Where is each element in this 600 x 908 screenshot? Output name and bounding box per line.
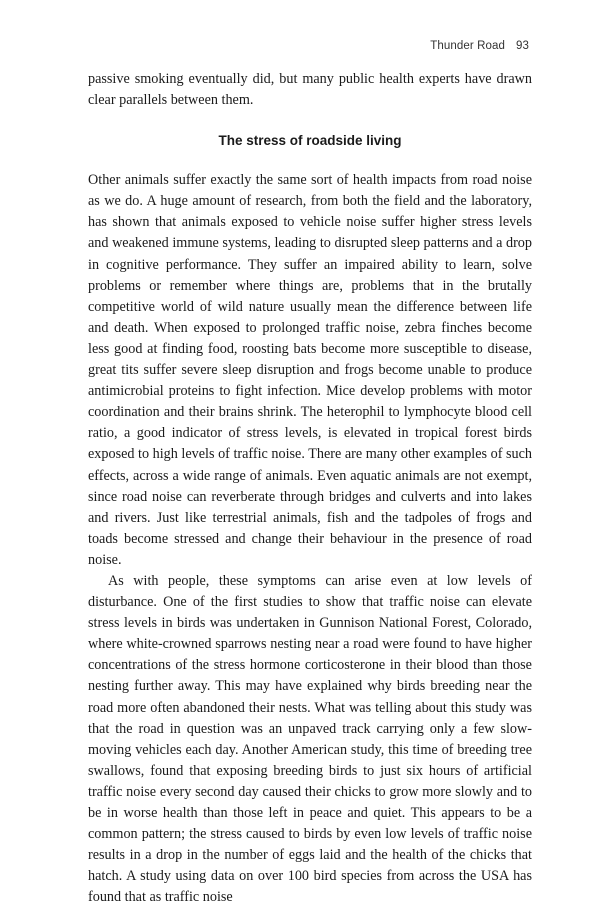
paragraph-1: Other animals suffer exactly the same sort of health impacts from road noise as we do. A huge amount of research, from both the field and the laboratory, has shown that animals exposed to vehicle noise suffer higher stress levels and weakened immune systems, leading to disrupted sleep patterns and a drop in cognitive performance. They suffer an impaired ability to learn, solve problems or remember where things are, problems that in the brutally competitive world of wild nature usually mean the difference between life and death. When exposed to prolonged traffic noise, zebra finches become less good at finding food, roosting bats become more susceptible to disease, great tits suffer severe sleep disruption and frogs become unable to produce antimicrobial proteins to fight infection. Mice develop problems with motor coordination and their brains shrink. The heterophil to lymphocyte blood cell ratio, a good indicator of stress levels, is elevated in tropical forest birds exposed to high levels of traffic noise. There are many other examples of such effects, across a wide range of animals. Even aquatic animals are not exempt, since road noise can reverberate through bridges and culverts and into lakes and rivers. Just like terrestrial animals, fish and the tadpoles of frogs and toads become stressed and change their behaviour in the presence of road noise.: [88, 172, 532, 568]
paragraph-2: As with people, these symptoms can arise even at low levels of disturbance. One of the first studies to show that traffic noise can elevate stress levels in birds was undertaken in Gunnison National Forest, Colorado, where white-crowned sparrows nesting near a road were found to have higher concentrations of the stress hormone corticosterone in their blood than those nesting further away. This may have explained why birds breeding near the road more often abandoned their nests. What was telling about this study was that the road in question was an unpaved track carrying only a few slow-moving vehicles each day. Another American study, this time of breeding tree swallows, found that exposing breeding birds to just six hours of artificial traffic noise every second day caused their chicks to grow more slowly and to be in worse health than those left in peace and quiet. This appears to be a common pattern; the stress caused to birds by even low levels of traffic noise results in a drop in the number of eggs laid and the health of the chicks that hatch. A study using data on over 100 bird species from across the USA has found that as traffic noise: [88, 572, 532, 906]
running-head: [430, 40, 529, 52]
carryover-paragraph: passive smoking eventually did, but many public health experts have drawn clear parallels between them.: [88, 71, 532, 109]
section-heading: The stress of roadside living: [218, 133, 402, 149]
page-number: 93: [516, 40, 529, 52]
body-text: [88, 69, 532, 908]
running-head-title: Thunder Road: [430, 40, 505, 52]
